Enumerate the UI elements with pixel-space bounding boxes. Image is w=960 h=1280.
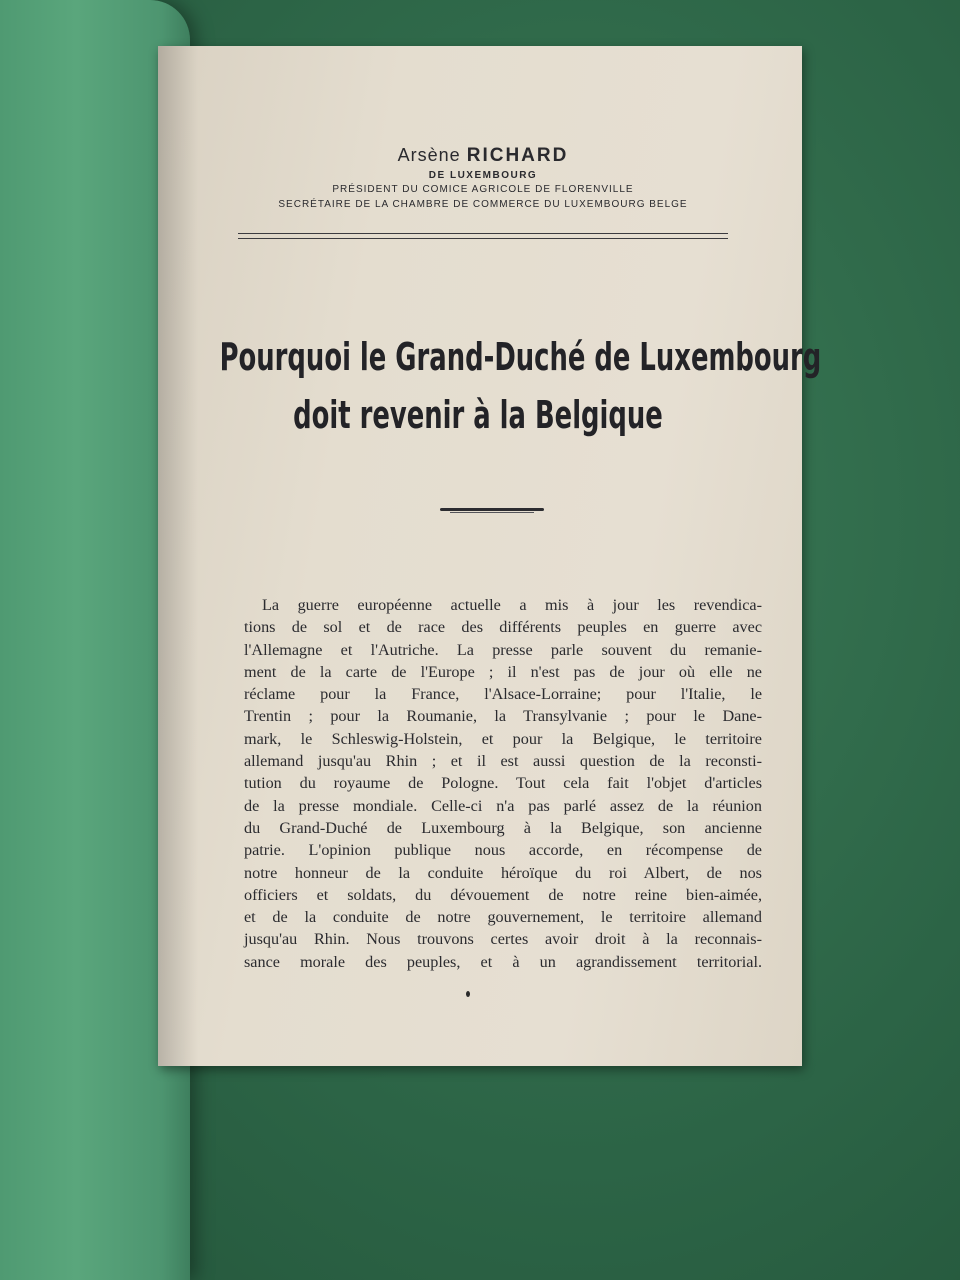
body-line: réclame pour la France, l'Alsace-Lorraine; pour l'Italie, le bbox=[244, 685, 762, 704]
author-name bbox=[238, 144, 728, 167]
author-first-name: Arsène bbox=[397, 145, 461, 165]
body-line: sance morale des peuples, et à un agrandissement territorial. bbox=[244, 952, 762, 971]
body-line: La guerre européenne actuelle a mis à jour les revendica- bbox=[262, 596, 762, 614]
author-role-2: SECRÉTAIRE DE LA CHAMBRE DE COMMERCE DU LUXEMBOURG BELGE bbox=[278, 199, 688, 210]
title-divider bbox=[440, 508, 544, 511]
title-line-2: doit revenir à la Belgique bbox=[293, 393, 663, 437]
body-line: l'Allemagne et l'Autriche. La presse parle souvent du remanie- bbox=[244, 640, 762, 659]
author-role-1: PRÉSIDENT DU COMICE AGRICOLE DE FLORENVILLE bbox=[332, 184, 634, 195]
document-page bbox=[158, 46, 822, 1066]
body-line: du Grand-Duché de Luxembourg à la Belgique, son ancienne bbox=[244, 818, 762, 837]
body-line: jusqu'au Rhin. Nous trouvons certes avoir droit à la reconnais- bbox=[244, 930, 762, 949]
body-line: allemand jusqu'au Rhin ; et il est aussi question de la reconsti- bbox=[244, 752, 762, 771]
body-line: ment de la carte de l'Europe ; il n'est pas de jour où elle ne bbox=[244, 662, 762, 681]
document-title bbox=[98, 328, 858, 444]
body-line: patrie. L'opinion publique nous accorde, en récompense de bbox=[244, 841, 762, 860]
body-line: officiers et soldats, du dévouement de notre reine bien-aimée, bbox=[244, 885, 762, 904]
body-line: tution du royaume de Pologne. Tout cela fait l'objet d'articles bbox=[244, 774, 762, 793]
author-origin: DE LUXEMBOURG bbox=[428, 170, 538, 181]
author-header bbox=[238, 144, 728, 212]
ink-speck bbox=[466, 991, 470, 997]
body-line: de la presse mondiale. Celle-ci n'a pas parlé assez de la réunion bbox=[244, 796, 762, 815]
body-line: et de la conduite de notre gouvernement, le territoire allemand bbox=[244, 908, 762, 927]
body-line: mark, le Schleswig-Holstein, et pour la Belgique, le territoire bbox=[244, 729, 762, 748]
author-surname: RICHARD bbox=[466, 145, 569, 166]
title-line-1: Pourquoi le Grand-Duché de Luxembourg bbox=[219, 335, 822, 379]
body-line: Trentin ; pour la Roumanie, la Transylvanie ; pour le Dane- bbox=[244, 707, 762, 726]
body-paragraph bbox=[244, 594, 762, 973]
body-line: notre honneur de la conduite héroïque du roi Albert, de nos bbox=[244, 863, 762, 882]
page-gutter-shadow bbox=[158, 46, 198, 1066]
body-line: tions de sol et de race des différents peuples en guerre avec bbox=[244, 618, 762, 637]
header-rule bbox=[238, 233, 728, 239]
